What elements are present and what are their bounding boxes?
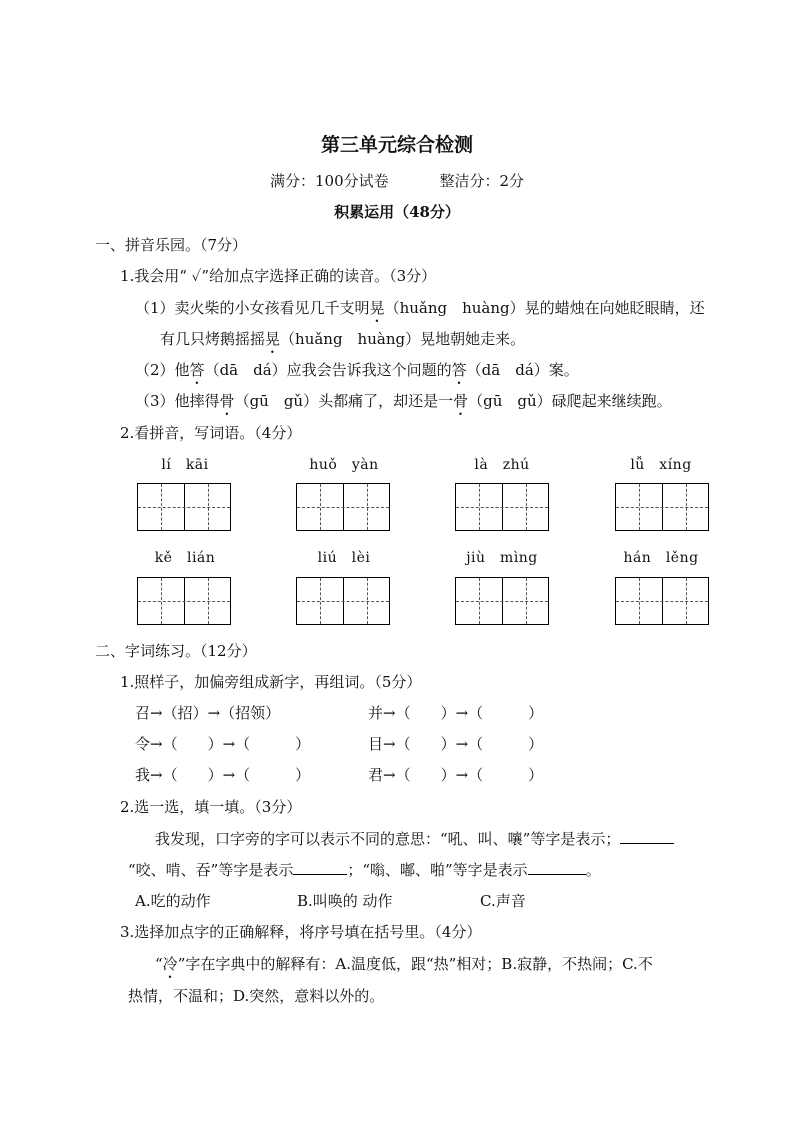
option-b: B.叫唤的 动作 [297, 892, 393, 910]
pinyin-label: huǒ yàn [309, 457, 379, 473]
answer-blank[interactable] [528, 860, 586, 875]
answer-blank[interactable] [620, 829, 674, 844]
pinyin-label: liú lèi [317, 550, 371, 566]
q2-3-line2: 热情，不温和；D.突然，意料以外的。 [128, 987, 385, 1005]
neatness-score: 整洁分：2分 [439, 172, 524, 190]
pinyin-label: lǚ xíng [630, 457, 692, 473]
q1-1-line4: （3）他摔得骨（gū gǔ）头都痛了，却还是一骨（gū gǔ）碌爬起来继续跑。 [135, 392, 672, 410]
option-c: C.声音 [480, 892, 526, 910]
option-a: A.吃的动作 [135, 892, 211, 910]
section-1-heading: 一、拼音乐园。（7分） [95, 236, 248, 254]
tianzige-box[interactable] [615, 577, 709, 625]
pinyin-label: là zhú [474, 457, 530, 473]
pinyin-label: hán lěng [623, 550, 699, 566]
q1-1-prompt: 1.我会用“ ✓”给加点字选择正确的读音。（3分） [120, 267, 437, 285]
radical-item[interactable]: 君→（ ）→（ ） [368, 766, 544, 784]
q2-3-line1: “冷”字在字典中的解释有：A.温度低，跟“热”相对；B.寂静，不热闹；C.不 [155, 955, 653, 973]
radical-example: 召→（招）→（招领） [135, 704, 281, 722]
tianzige-box[interactable] [455, 577, 549, 625]
tianzige-box[interactable] [615, 483, 709, 531]
tianzige-box[interactable] [296, 577, 390, 625]
q2-2-line2: “咬、啃、吞”等字是表示 ；“嗡、嘟、啪”等字是表示 。 [128, 861, 601, 879]
pinyin-label: jiù mìng [466, 550, 538, 566]
q1-1-line2: 有几只烤鹅摇摇晃（huǎng huàng）晃地朝她走来。 [160, 330, 526, 348]
tianzige-box[interactable] [296, 483, 390, 531]
tianzige-box[interactable] [137, 483, 231, 531]
q2-2-line1: 我发现，口字旁的字可以表示不同的意思：“吼、叫、嚷”等字是表示； [155, 828, 674, 849]
q2-3-prompt: 3.选择加点字的正确解释，将序号填在括号里。（4分） [120, 923, 482, 941]
q1-1-line3: （2）他答（dā dá）应我会告诉我这个问题的答（dā dá）案。 [135, 361, 579, 379]
section-2-heading: 二、字词练习。（12分） [95, 642, 257, 660]
radical-item[interactable]: 令→（ ）→（ ） [135, 735, 311, 753]
q1-2-prompt: 2.看拼音，写词语。（4分） [120, 424, 302, 442]
q2-2-prompt: 2.选一选，填一填。（3分） [120, 798, 302, 816]
answer-blank[interactable] [293, 860, 347, 875]
radical-item[interactable]: 目→（ ）→（ ） [368, 735, 544, 753]
part-heading: 积累运用（48分） [334, 203, 460, 221]
q1-1-line1: （1）卖火柴的小女孩看见几千支明晃（huǎng huàng）晃的蜡烛在向她眨眼睛，还 [135, 299, 705, 317]
full-score: 满分：100分试卷 [270, 172, 389, 190]
q2-1-prompt: 1.照样子，加偏旁组成新字，再组词。（5分） [120, 673, 422, 691]
tianzige-box[interactable] [455, 483, 549, 531]
radical-item[interactable]: 我→（ ）→（ ） [135, 766, 311, 784]
pinyin-label: kě lián [154, 550, 216, 566]
score-info [0, 170, 794, 191]
radical-item[interactable]: 并→（ ）→（ ） [368, 704, 544, 722]
page-title: 第三单元综合检测 [320, 134, 473, 156]
tianzige-box[interactable] [137, 577, 231, 625]
pinyin-label: lí kāi [161, 457, 209, 473]
